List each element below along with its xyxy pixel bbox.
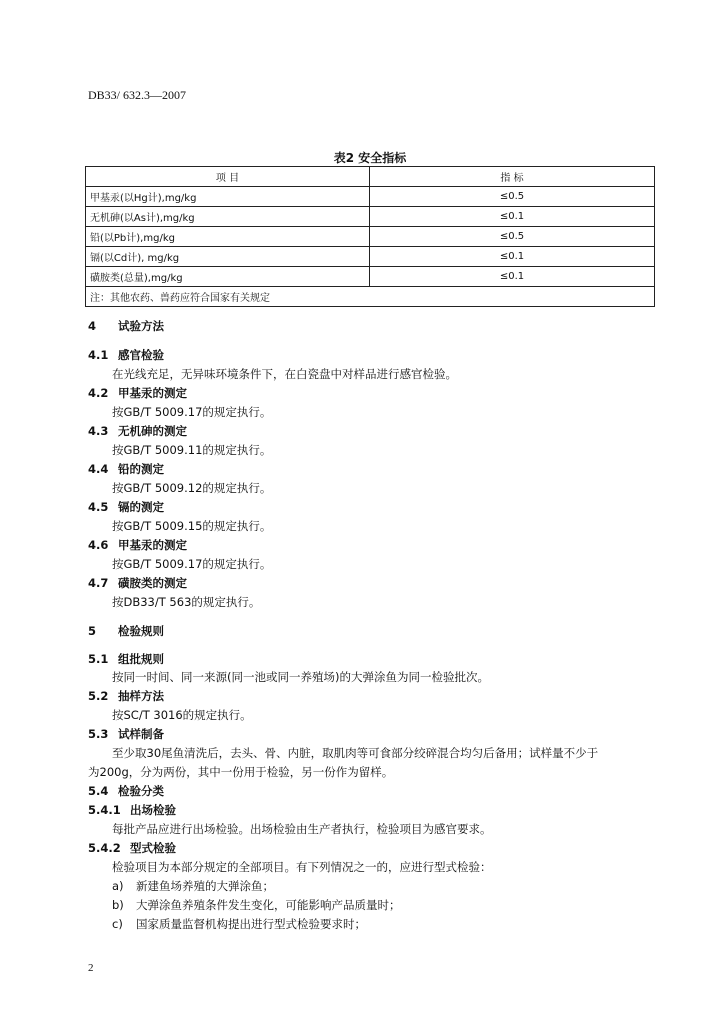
row-item: 磺胺类(总量),mg/kg	[86, 267, 370, 287]
section-heading-4-3: 4.3 无机砷的测定	[88, 424, 187, 438]
row-value: ≤0.5	[370, 227, 655, 247]
row-item: 无机砷(以As计),mg/kg	[86, 207, 370, 227]
section-heading-5-1: 5.1 组批规则	[88, 652, 164, 666]
section-text-5-3-continued: 为200g，分为两份，其中一份用于检验，另一份作为留样。	[88, 765, 394, 779]
section-heading-4-2: 4.2 甲基汞的测定	[88, 386, 187, 400]
table-note: 注：其他农药、兽药应符合国家有关规定	[86, 287, 655, 307]
section-text-5-1: 按同一时间、同一来源(同一池或同一养殖场)的大弹涂鱼为同一检验批次。	[112, 670, 489, 684]
table-row	[86, 247, 655, 267]
section-heading-5-2: 5.2 抽样方法	[88, 689, 164, 703]
row-item: 甲基汞(以Hg计),mg/kg	[86, 187, 370, 207]
section-heading-4-7: 4.7 磺胺类的测定	[88, 576, 187, 590]
row-item: 铅(以Pb计),mg/kg	[86, 227, 370, 247]
table-row	[86, 187, 655, 207]
section-text-4-1: 在光线充足，无异味环境条件下，在白瓷盘中对样品进行感官检验。	[112, 367, 457, 381]
table-header-row	[86, 167, 655, 187]
table-row	[86, 227, 655, 247]
section-heading-5: 5 检验规则	[88, 624, 164, 638]
section-text-4-4: 按GB/T 5009.12的规定执行。	[112, 481, 272, 495]
section-text-4-7: 按DB33/T 563的规定执行。	[112, 595, 261, 609]
section-heading-4-1: 4.1 感官检验	[88, 348, 164, 362]
section-heading-5-4-2: 5.4.2 型式检验	[88, 841, 176, 855]
safety-index-table	[85, 166, 655, 307]
table-caption: 表2 安全指标	[333, 151, 407, 165]
section-text-5-4-2: 检验项目为本部分规定的全部项目。有下列情况之一的，应进行型式检验：	[112, 860, 492, 874]
table-note-row	[86, 287, 655, 307]
section-text-5-2: 按SC/T 3016的规定执行。	[112, 708, 252, 722]
header-item: 项 目	[86, 167, 370, 187]
section-heading-5-3: 5.3 试样制备	[88, 727, 164, 741]
section-heading-4-6: 4.6 甲基汞的测定	[88, 538, 187, 552]
section-text-5-3: 至少取30尾鱼清洗后，去头、骨、内脏，取肌肉等可食部分绞碎混合均匀后备用；试样量不少于	[112, 746, 599, 760]
section-heading-5-4-1: 5.4.1 出场检验	[88, 803, 176, 817]
list-item: a) 新建鱼场养殖的大弹涂鱼；	[112, 879, 274, 893]
page-number: 2	[88, 962, 94, 974]
section-text-4-3: 按GB/T 5009.11的规定执行。	[112, 443, 272, 457]
table-row	[86, 267, 655, 287]
section-text-4-5: 按GB/T 5009.15的规定执行。	[112, 519, 272, 533]
table-row	[86, 207, 655, 227]
row-value: ≤0.1	[370, 267, 655, 287]
row-value: ≤0.1	[370, 207, 655, 227]
section-heading-4-4: 4.4 铅的测定	[88, 462, 164, 476]
list-item: c) 国家质量监督机构提出进行型式检验要求时；	[112, 917, 366, 931]
row-value: ≤0.1	[370, 247, 655, 267]
section-heading-4: 4 试验方法	[88, 319, 164, 333]
section-text-4-6: 按GB/T 5009.17的规定执行。	[112, 557, 272, 571]
section-heading-5-4: 5.4 检验分类	[88, 784, 164, 798]
list-item: b) 大弹涂鱼养殖条件发生变化，可能影响产品质量时；	[112, 898, 401, 912]
header-index: 指 标	[370, 167, 655, 187]
row-item: 镉(以Cd计), mg/kg	[86, 247, 370, 267]
section-text-5-4-1: 每批产品应进行出场检验。出场检验由生产者执行，检验项目为感官要求。	[112, 822, 492, 836]
row-value: ≤0.5	[370, 187, 655, 207]
section-text-4-2: 按GB/T 5009.17的规定执行。	[112, 405, 272, 419]
document-code: DB33/ 632.3—2007	[88, 88, 187, 102]
section-heading-4-5: 4.5 镉的测定	[88, 500, 164, 514]
